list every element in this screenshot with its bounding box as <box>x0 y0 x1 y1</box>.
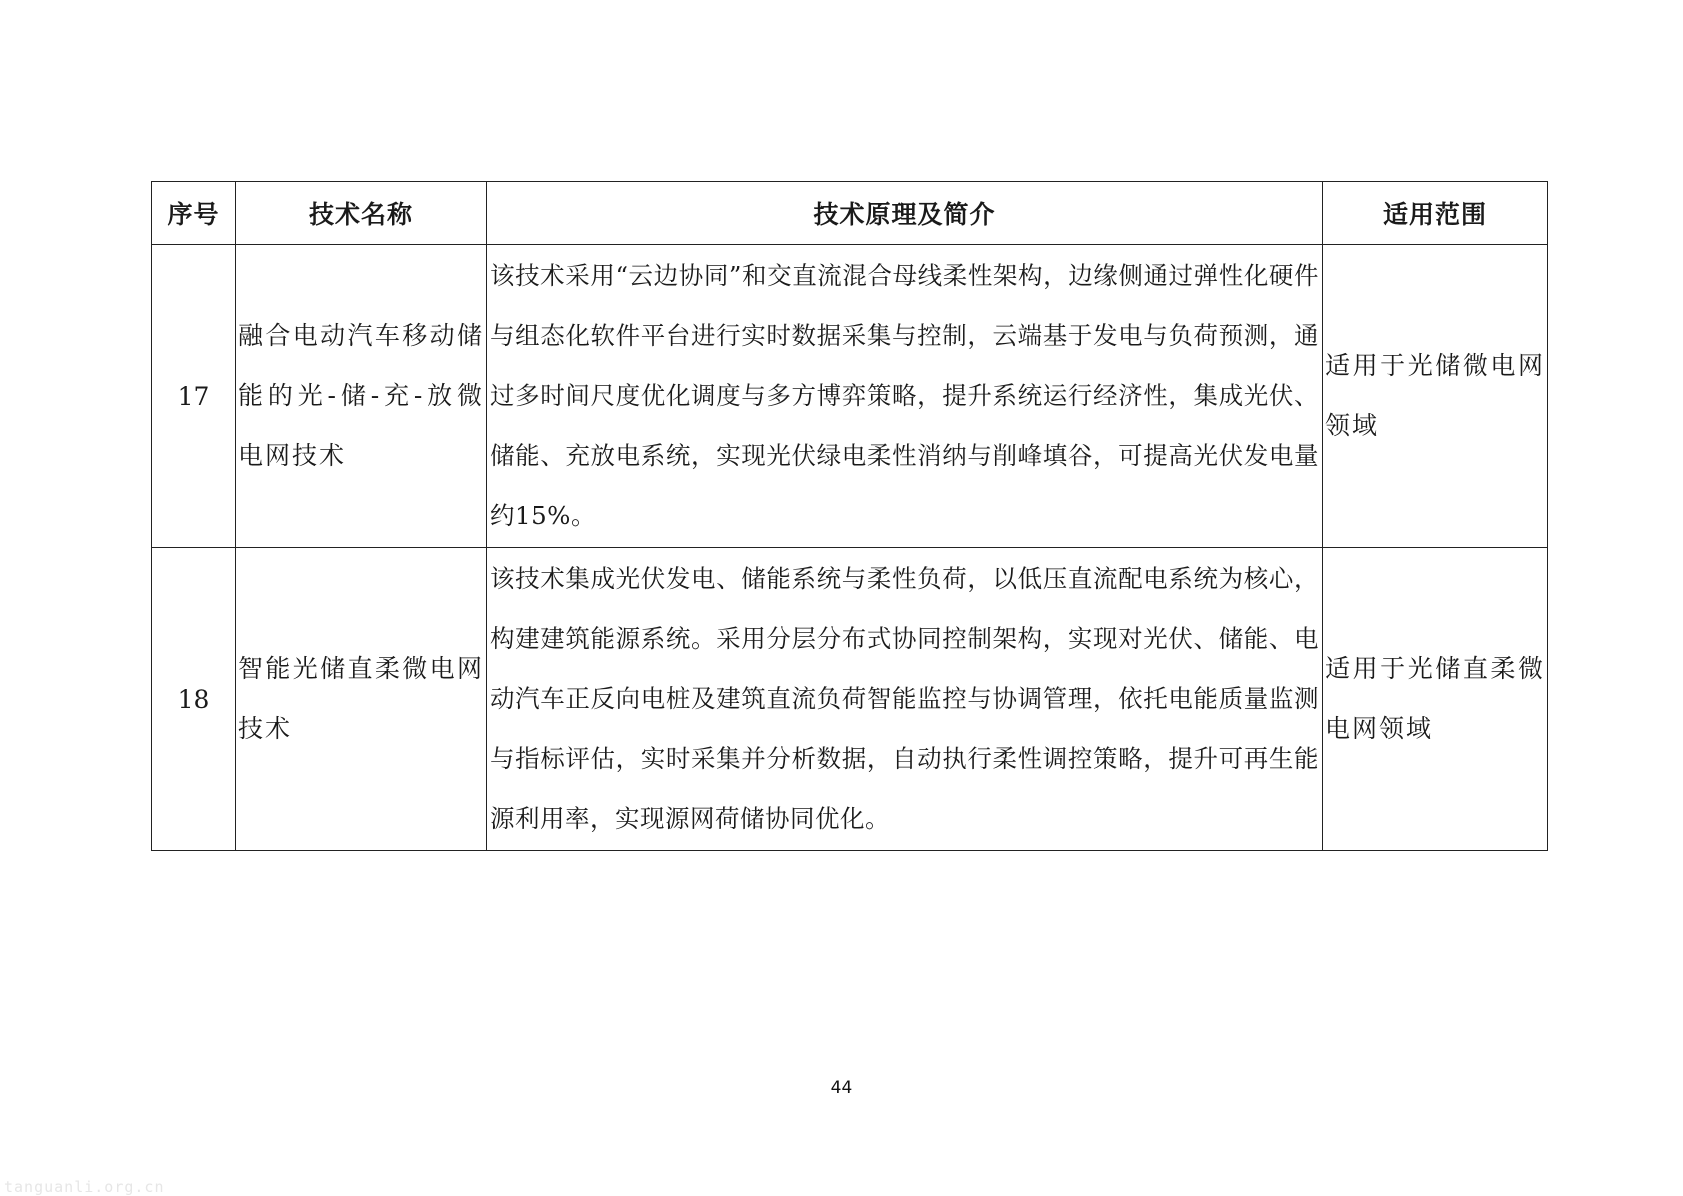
technology-table <box>151 181 1548 851</box>
row-number: 18 <box>152 548 236 851</box>
header-scope: 适用范围 <box>1323 182 1548 245</box>
header-desc: 技术原理及简介 <box>487 182 1323 245</box>
technology-name: 融合电动汽车移动储能的光-储-充-放微电网技术 <box>236 245 487 548</box>
table-header-row <box>152 182 1548 245</box>
header-name: 技术名称 <box>236 182 487 245</box>
table-row <box>152 245 1548 548</box>
page-number: 44 <box>830 1078 853 1098</box>
technology-description: 该技术集成光伏发电、储能系统与柔性负荷，以低压直流配电系统为核心，构建建筑能源系统。采用分层分布式协同控制架构，实现对光伏、储能、电动汽车正反向电桩及建筑直流负荷智能监控与协调管理，依托电能质量监测与指标评估，实时采集并分析数据，自动执行柔性调控策略，提升可再生能源利用率，实现源网荷储协同优化。 <box>487 548 1323 851</box>
technology-name: 智能光储直柔微电网技术 <box>236 548 487 851</box>
application-scope: 适用于光储直柔微电网领域 <box>1323 548 1548 851</box>
row-number: 17 <box>152 245 236 548</box>
table-row <box>152 548 1548 851</box>
header-no: 序号 <box>152 182 236 245</box>
technology-description: 该技术采用“云边协同”和交直流混合母线柔性架构，边缘侧通过弹性化硬件与组态化软件平台进行实时数据采集与控制，云端基于发电与负荷预测，通过多时间尺度优化调度与多方博弈策略，提升系统运行经济性，集成光伏、储能、充放电系统，实现光伏绿电柔性消纳与削峰填谷，可提高光伏发电量约15%。 <box>487 245 1323 548</box>
watermark: tanguanli.org.cn <box>4 1178 165 1196</box>
application-scope: 适用于光储微电网领域 <box>1323 245 1548 548</box>
